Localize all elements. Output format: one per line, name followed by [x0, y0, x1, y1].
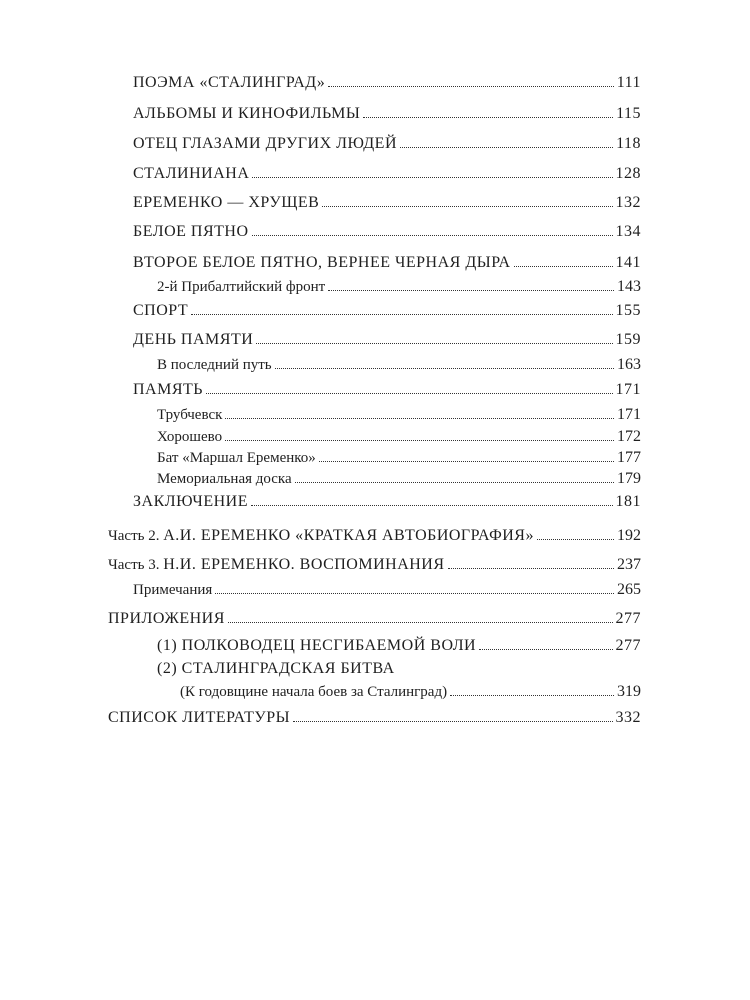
- toc-entry[interactable]: [180, 679, 641, 705]
- toc-part-entry[interactable]: [108, 523, 641, 549]
- toc-entry-page: 177: [617, 449, 641, 466]
- part-prefix: Часть 3.: [108, 557, 164, 573]
- dot-leader: [252, 177, 612, 178]
- toc-entry[interactable]: [133, 190, 641, 216]
- toc-entry-page: 115: [616, 105, 641, 122]
- dot-leader: [537, 539, 614, 540]
- dot-leader: [215, 593, 614, 594]
- toc-entry-page: 141: [615, 254, 641, 271]
- dot-leader: [293, 721, 612, 722]
- toc-entry-page: 332: [615, 709, 641, 726]
- toc-entry-title: [108, 552, 448, 578]
- toc-entry-page: 128: [615, 165, 641, 182]
- toc-entry-title: 2-й Прибалтийский фронт: [157, 279, 326, 295]
- toc-entry-page: 143: [617, 278, 641, 295]
- toc-entry-title: БЕЛОЕ ПЯТНО: [133, 223, 249, 240]
- toc-entry-page: 132: [615, 194, 641, 211]
- toc-entry-title: Трубчевск: [157, 407, 223, 423]
- toc-entry[interactable]: [108, 606, 641, 632]
- toc-entry-title: ВТОРОЕ БЕЛОЕ ПЯТНО, ВЕРНЕЕ ЧЕРНАЯ ДЫРА: [133, 254, 511, 271]
- toc-entry[interactable]: [133, 377, 641, 403]
- toc-entry-page: 237: [617, 556, 641, 573]
- toc-entry-page: 181: [615, 493, 641, 510]
- dot-leader: [228, 622, 613, 623]
- toc-entry-title: СПОРТ: [133, 302, 189, 319]
- toc-entry-title: СТАЛИНИАНА: [133, 165, 250, 182]
- toc-entry-title: (2) СТАЛИНГРАДСКАЯ БИТВА: [157, 660, 395, 677]
- toc-entry[interactable]: [133, 489, 641, 515]
- toc-entry-page: 111: [616, 74, 641, 91]
- toc-entry[interactable]: [133, 219, 641, 245]
- toc-entry-page: 277: [615, 610, 641, 627]
- toc-entry-title: АЛЬБОМЫ И КИНОФИЛЬМЫ: [133, 105, 361, 122]
- dot-leader: [275, 368, 614, 369]
- dot-leader: [448, 568, 614, 569]
- dot-leader: [295, 482, 614, 483]
- dot-leader: [363, 117, 613, 118]
- toc-entry-page: 134: [615, 223, 641, 240]
- part-prefix: Часть 2.: [108, 528, 164, 544]
- toc-entry[interactable]: [108, 705, 641, 731]
- toc-entry[interactable]: [133, 161, 641, 187]
- dot-leader: [400, 147, 613, 148]
- toc-entry-page: 265: [617, 581, 641, 598]
- dot-leader: [450, 695, 614, 696]
- dot-leader: [328, 290, 614, 291]
- toc-entry-page: 319: [617, 683, 641, 700]
- toc-entry-title: СПИСОК ЛИТЕРАТУРЫ: [108, 709, 291, 726]
- toc-entry-title: ПАМЯТЬ: [133, 381, 203, 398]
- toc-entry[interactable]: [133, 250, 641, 276]
- toc-entry-title: (1) ПОЛКОВОДЕЦ НЕСГИБАЕМОЙ ВОЛИ: [157, 637, 477, 654]
- toc-entry-title: ПОЭМА «СТАЛИНГРАД»: [133, 74, 326, 91]
- dot-leader: [251, 505, 613, 506]
- toc-entry-page: 172: [617, 428, 641, 445]
- dot-leader: [225, 440, 614, 441]
- toc-entry-title: ЕРЕМЕНКО — ХРУЩЕВ: [133, 194, 320, 211]
- toc-entry-title: (К годовщине начала боев за Сталинград): [180, 684, 448, 700]
- dot-leader: [319, 461, 614, 462]
- toc-entry-page: 171: [617, 406, 641, 423]
- dot-leader: [328, 86, 614, 87]
- dot-leader: [206, 393, 613, 394]
- toc-entry-page: 118: [616, 135, 641, 152]
- toc-entry-page: 171: [615, 381, 641, 398]
- toc-entry[interactable]: [133, 70, 641, 96]
- toc-entry-title: Бат «Маршал Еременко»: [157, 450, 316, 466]
- toc-entry[interactable]: [157, 352, 641, 378]
- dot-leader: [252, 235, 613, 236]
- toc-entry[interactable]: [133, 327, 641, 353]
- toc-entry-page: 179: [617, 470, 641, 487]
- dot-leader: [225, 418, 614, 419]
- toc-entry-title: ПРИЛОЖЕНИЯ: [108, 610, 225, 627]
- toc-entry-page: 159: [615, 331, 641, 348]
- toc-entry-page: 155: [615, 302, 641, 319]
- toc-entry[interactable]: [133, 577, 641, 603]
- part-title: Н.И. ЕРЕМЕНКО. ВОСПОМИНАНИЯ: [163, 556, 445, 573]
- toc-entry-page: 192: [617, 527, 641, 544]
- toc-part-entry[interactable]: [108, 552, 641, 578]
- toc-entry[interactable]: [157, 274, 641, 300]
- toc-entry-title: [108, 523, 537, 549]
- toc-entry-title: В последний путь: [157, 357, 272, 373]
- toc-entry-title: Хорошево: [157, 429, 223, 445]
- dot-leader: [514, 266, 613, 267]
- toc-entry[interactable]: [133, 298, 641, 324]
- toc-entry[interactable]: [133, 101, 641, 127]
- dot-leader: [256, 343, 612, 344]
- toc-entry-title: ЗАКЛЮЧЕНИЕ: [133, 493, 248, 510]
- toc-entry-page: 163: [617, 356, 641, 373]
- dot-leader: [479, 649, 612, 650]
- toc-entry[interactable]: [133, 131, 641, 157]
- part-title: А.И. ЕРЕМЕНКО «КРАТКАЯ АВТОБИОГРАФИЯ»: [163, 527, 534, 544]
- toc-entry-title: ОТЕЦ ГЛАЗАМИ ДРУГИХ ЛЮДЕЙ: [133, 135, 397, 152]
- toc-entry-page: 277: [615, 637, 641, 654]
- toc-entry-title: ДЕНЬ ПАМЯТИ: [133, 331, 254, 348]
- dot-leader: [191, 314, 612, 315]
- toc-entry-title: Примечания: [133, 582, 213, 598]
- dot-leader: [322, 206, 612, 207]
- toc-entry-title: Мемориальная доска: [157, 471, 292, 487]
